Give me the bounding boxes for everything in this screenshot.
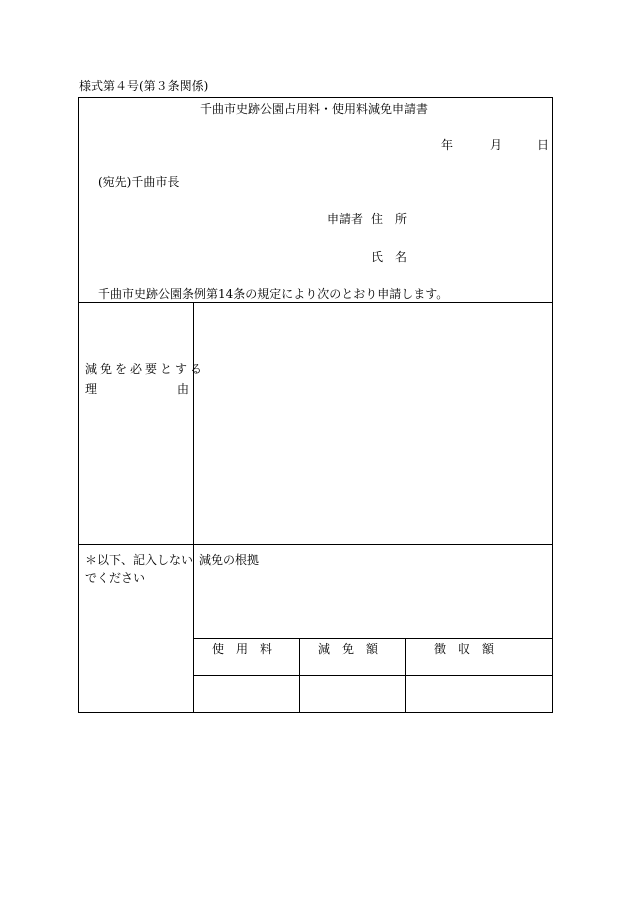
form-number: 様式第４号(第３条関係): [79, 79, 209, 93]
name-label: 氏 名: [371, 250, 408, 264]
date-month-label: 月: [490, 138, 503, 152]
usage-fee-header: 使 用 料: [212, 642, 273, 656]
addressee: (宛先)千曲市長: [98, 175, 180, 189]
fee-table-divider-2: [405, 638, 406, 713]
reason-divider: [78, 544, 553, 545]
collection-amount-cell[interactable]: [408, 678, 550, 710]
fee-table-divider-1: [299, 638, 300, 713]
address-label: 住 所: [371, 212, 408, 226]
office-note-line2: でください: [85, 571, 146, 585]
reduction-amount-cell[interactable]: [302, 678, 403, 710]
office-note-line1: ＊以下、記入しない: [85, 553, 194, 567]
reason-label-line2a: 理: [85, 382, 98, 396]
date-day-label: 日: [537, 138, 550, 152]
collection-amount-header: 徴 収 額: [434, 642, 495, 656]
fee-table-top: [193, 638, 553, 639]
reason-label-line1: 減免を必要とする: [85, 362, 206, 376]
reason-label-line2b: 由: [177, 382, 190, 396]
reduction-basis-area[interactable]: [198, 570, 548, 634]
form-title: 千曲市史跡公園占用料・使用料減免申請書: [200, 102, 429, 116]
reduction-amount-header: 減 免 額: [318, 642, 379, 656]
date-year-label: 年: [441, 138, 454, 152]
applicant-label: 申請者: [327, 212, 364, 226]
application-statement: 千曲市史跡公園条例第14条の規定により次のとおり申請します。: [98, 287, 449, 301]
fee-table-header-divider: [193, 675, 553, 676]
usage-fee-cell[interactable]: [196, 678, 297, 710]
reason-entry-area[interactable]: [198, 306, 548, 540]
reduction-basis-label: 減免の根拠: [199, 553, 260, 567]
header-divider: [78, 302, 553, 303]
